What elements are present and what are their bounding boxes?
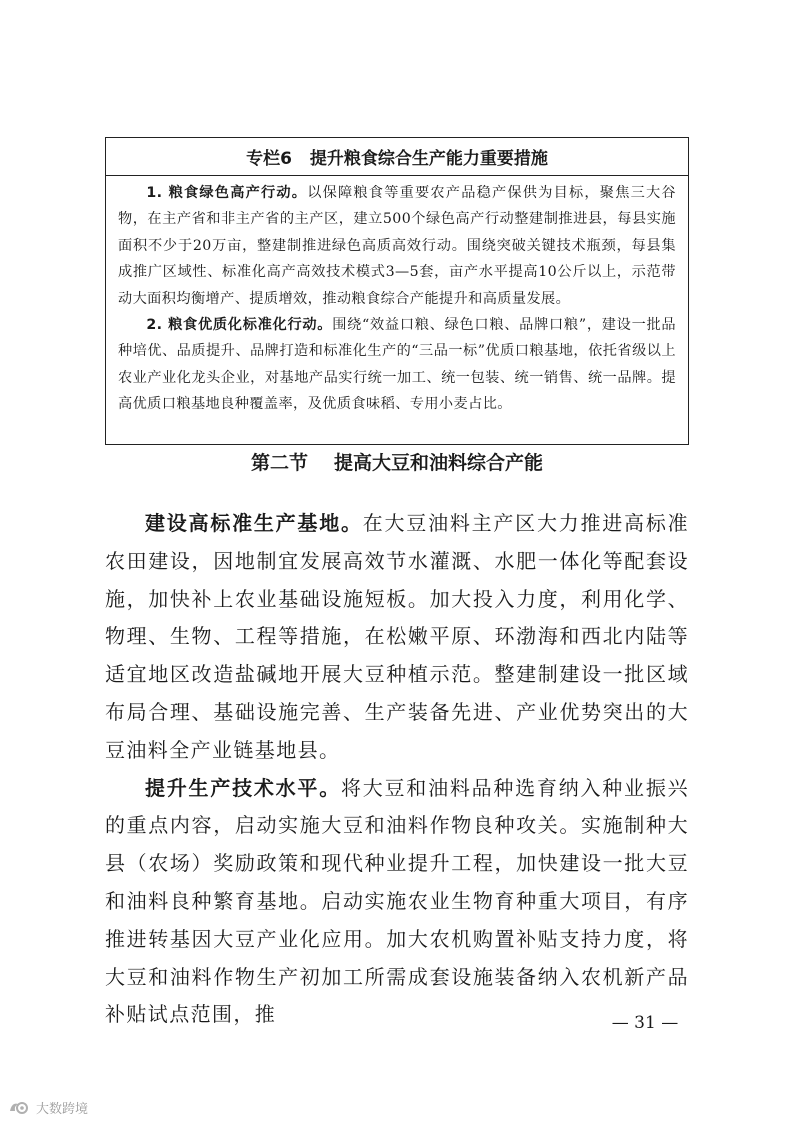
column-item-text: 围绕“效益口粮、绿色口粮、品牌口粮”，建设一批品种培优、品质提升、品牌打造和标准化生产的“三品一标”优质口粮基地，依托省级以上农业产业化龙头企业，对基地产品实行统一加工、统一包装、统一销售、统一品牌。提高优质口粮基地良种覆盖率，及优质食味稻、专用小麦占比。 bbox=[118, 317, 676, 413]
column-item bbox=[118, 312, 676, 418]
paragraph-text: 在大豆油料主产区大力推进高标准农田建设，因地制宜发展高效节水灌溉、水肥一体化等配套设施，加快补上农业基础设施短板。加大投入力度，利用化学、物理、生物、工程等措施，在松嫩平原、环渤海和西北内陆等适宜地区改造盐碱地开展大豆种植示范。整建制建设一批区域布局合理、基础设施完善、生产装备先进、产业优势突出的大豆油料全产业链基地县。 bbox=[105, 511, 689, 762]
watermark-text: 大数跨境 bbox=[36, 1101, 89, 1117]
column-box bbox=[105, 137, 689, 445]
column-item bbox=[118, 180, 676, 312]
watermark bbox=[8, 1097, 88, 1117]
paragraph-lead: 提升生产技术水平。 bbox=[145, 775, 341, 800]
section-title-text: 提高大豆和油料综合产能 bbox=[334, 452, 544, 474]
column-box-number: 专栏6 bbox=[246, 149, 292, 169]
section-number: 第二节 bbox=[250, 452, 308, 474]
column-item-heading: 2. 粮食优质化标准化行动。 bbox=[146, 317, 333, 334]
body-text bbox=[105, 505, 689, 1034]
column-box-header bbox=[106, 138, 688, 176]
page-number: — 31 — bbox=[611, 1013, 679, 1033]
column-box-title: 提升粮食综合生产能力重要措施 bbox=[309, 149, 548, 169]
body-paragraph bbox=[105, 505, 689, 770]
paragraph-lead: 建设高标准生产基地。 bbox=[145, 511, 363, 535]
column-box-body bbox=[106, 176, 688, 418]
section-title bbox=[105, 448, 689, 478]
column-item-text: 以保障粮食等重要农产品稳产保供为目标，聚焦三大谷物，在主产省和非主产省的主产区，建立500个绿色高产行动整建制推进县，每县实施面积不少于20万亩，整建制推进绿色高质高效行动。围绕突破关键技术瓶颈，每县集成推广区域性、标准化高产高效技术模式3—5套，亩产水平提高10公斤以上，示范带动大面积均衡增产、提质增效，推动粮食综合产能提升和高质量发展。 bbox=[118, 185, 676, 307]
column-item-heading: 1. 粮食绿色高产行动。 bbox=[146, 185, 308, 201]
paragraph-text: 将大豆和油料品种选育纳入种业振兴的重点内容，启动实施大豆和油料作物良种攻关。实施制种大县（农场）奖励政策和现代种业提升工程，加快建设一批大豆和油料良种繁育基地。启动实施农业生物育种重大项目，有序推进转基因大豆产业化应用。加大农机购置补贴支持力度，将大豆和油料作物生产初加工所需成套设施装备纳入农机新产品补贴试点范围，推 bbox=[105, 775, 689, 1027]
watermark-logo-icon bbox=[8, 1099, 32, 1115]
body-paragraph bbox=[105, 770, 689, 1035]
